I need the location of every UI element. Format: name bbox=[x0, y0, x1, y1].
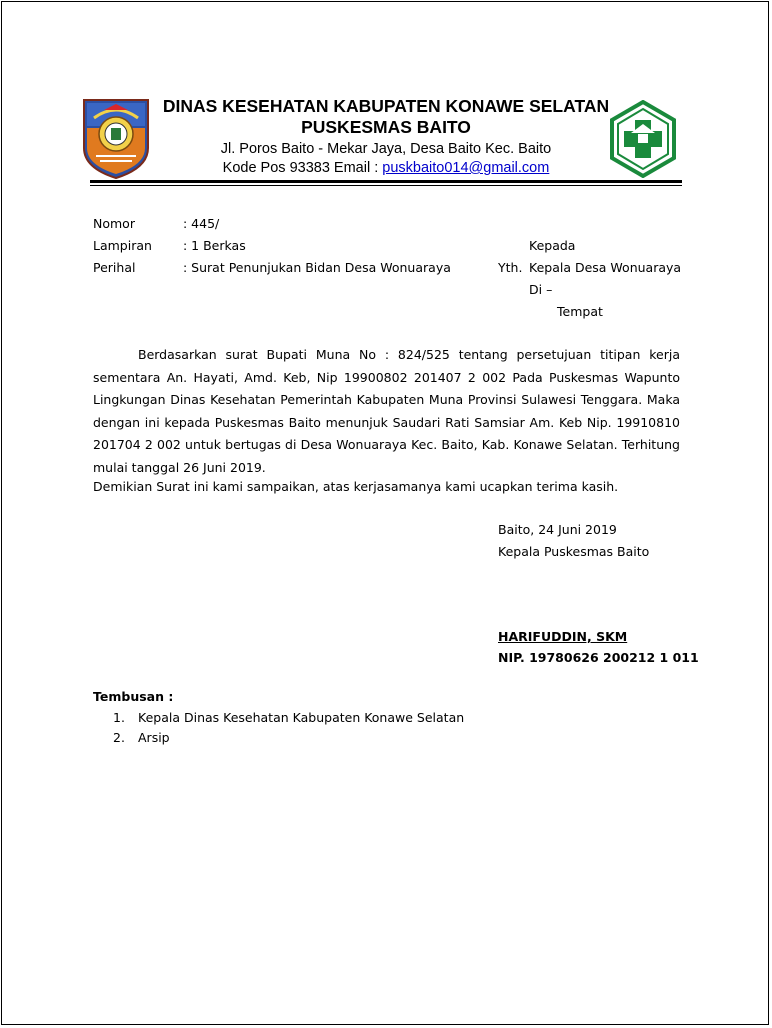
signatory-position: Kepala Puskesmas Baito bbox=[498, 544, 650, 559]
recipient-di: Di – bbox=[529, 282, 553, 297]
lampiran-value: : 1 Berkas bbox=[183, 238, 246, 253]
tembusan-item: Kepala Dinas Kesehatan Kabupaten Konawe Selatan bbox=[138, 710, 465, 725]
recipient-tempat: Tempat bbox=[557, 304, 603, 319]
tembusan-item: Arsip bbox=[138, 730, 170, 745]
signatory-nip: NIP. 19780626 200212 1 011 bbox=[498, 650, 699, 665]
contact-line bbox=[160, 159, 612, 177]
perihal-value: : Surat Penunjukan Bidan Desa Wonuaraya bbox=[183, 260, 451, 275]
perihal-label: Perihal bbox=[93, 260, 136, 275]
closing-sentence: Demikian Surat ini kami sampaikan, atas kerjasamanya kami ucapkan terima kasih. bbox=[93, 479, 619, 494]
recipient-kepada: Kepada bbox=[529, 238, 576, 253]
signatory-name: HARIFUDDIN, SKM bbox=[498, 629, 628, 644]
puskesmas-title: PUSKESMAS BAITO bbox=[301, 117, 471, 137]
recipient-name: Kepala Desa Wonuaraya bbox=[529, 260, 682, 275]
email-link[interactable]: puskbaito014@gmail.com bbox=[382, 160, 550, 176]
place-date: Baito, 24 Juni 2019 bbox=[498, 522, 617, 537]
nomor-label: Nomor bbox=[93, 216, 135, 231]
nomor-value: : 445/ bbox=[183, 216, 220, 231]
body-paragraph: Berdasarkan surat Bupati Muna No : 824/525 tentang persetujuan titipan kerja sementara An. Hayati, Amd. Keb, Nip 19900802 201407 2 002 Pada Puskesmas Wapunto Lingkungan Dinas Kesehatan Pemerintah Kabupaten Muna Provinsi Sulawesi Tenggara. Maka dengan ini kepada Puskesmas Baito menunjuk Saudari Rati Samsiar Am. Keb Nip. 19910810 201704 2 002 untuk bertugas di Desa Wonuaraya Kec. Baito, Kab. Konawe Selatan. Terhitung mulai tanggal 26 Juni 2019. bbox=[93, 347, 680, 475]
tembusan-item-number: 2. bbox=[113, 730, 125, 745]
postal-code-text: Kode Pos 93383 Email : bbox=[222, 160, 383, 176]
regency-emblem-logo bbox=[82, 98, 150, 180]
address-line: Jl. Poros Baito - Mekar Jaya, Desa Baito Kec. Baito bbox=[220, 141, 552, 157]
tembusan-item-number: 1. bbox=[113, 710, 125, 725]
puskesmas-logo bbox=[609, 100, 677, 178]
lampiran-label: Lampiran bbox=[93, 238, 152, 253]
letterhead-rule-thin bbox=[90, 185, 682, 186]
recipient-yth: Yth. bbox=[498, 260, 523, 275]
tembusan-label: Tembusan : bbox=[93, 689, 174, 704]
agency-title: DINAS KESEHATAN KABUPATEN KONAWE SELATAN bbox=[162, 96, 610, 116]
letterhead-rule-thick bbox=[90, 180, 682, 183]
